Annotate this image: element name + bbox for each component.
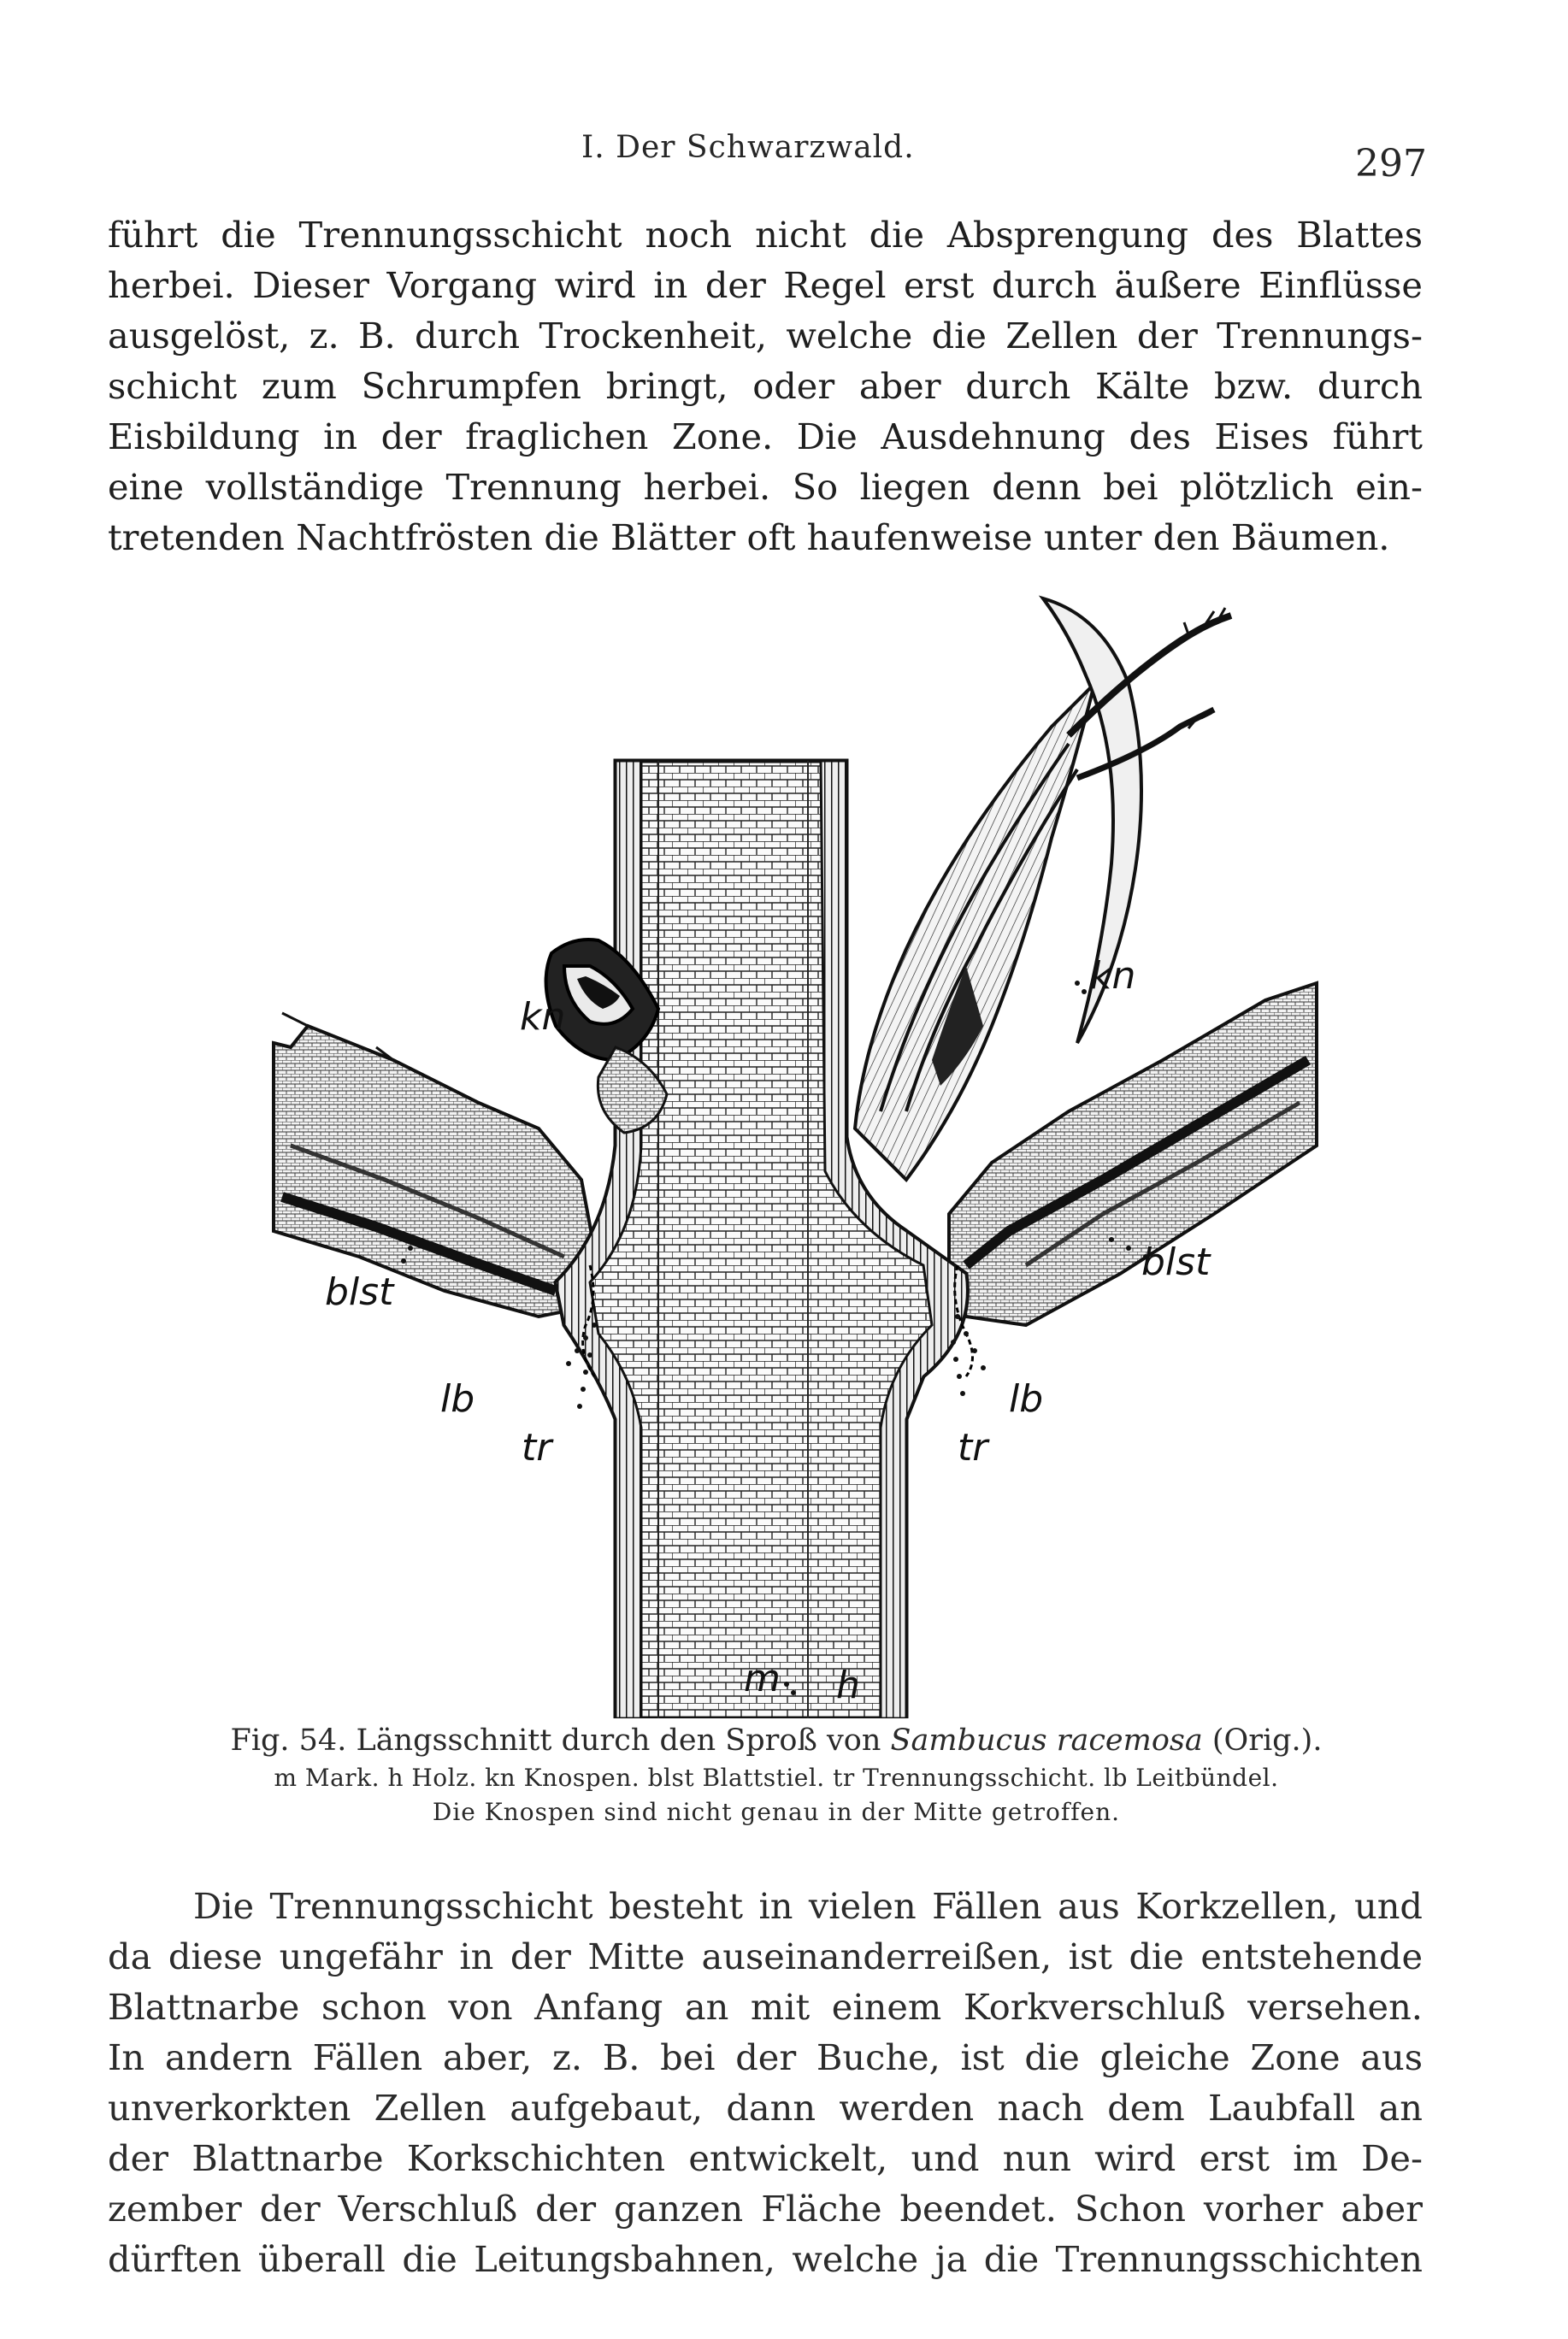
text-line: Die Trennungsschicht besteht in vielen Fällen aus Korkzellen, und: [193, 1885, 1423, 1927]
text-line: da diese ungefähr in der Mitte auseinanderreißen, ist die entstehende: [108, 1935, 1423, 1977]
label-lb-right: lb: [1009, 1377, 1044, 1421]
label-tr-left: tr: [522, 1426, 552, 1470]
caption-line-2: m Mark. h Holz. kn Knospen. blst Blattstiel. tr Trennungsschicht. lb Leitbündel.: [274, 1764, 1279, 1792]
running-title: I. Der Schwarzwald.: [581, 130, 915, 165]
text-line: schicht zum Schrumpfen bringt, oder aber durch Kälte bzw. durch: [108, 365, 1423, 407]
label-m: m: [744, 1657, 781, 1700]
text-line: herbei. Dieser Vorgang wird in der Regel erst durch äußere Einflüsse: [108, 264, 1423, 306]
left-petiole: [274, 1013, 594, 1317]
text-line: zember der Verschluß der ganzen Fläche beendet. Schon vorher aber: [108, 2188, 1423, 2230]
caption-line-3: Die Knospen sind nicht genau in der Mitte getroffen.: [432, 1798, 1121, 1826]
label-h: h: [836, 1664, 860, 1707]
label-blst-left: blst: [325, 1270, 394, 1314]
text-line: Eisbildung in der fraglichen Zone. Die Ausdehnung des Eises führt: [108, 415, 1423, 457]
text-line: In andern Fällen aber, z. B. bei der Buche, ist die gleiche Zone aus: [108, 2036, 1423, 2078]
bottom-paragraph: [108, 1881, 1423, 2284]
label-lb-left: lb: [440, 1377, 475, 1421]
page-number: 297: [1355, 142, 1427, 186]
label-tr-right: tr: [958, 1426, 988, 1470]
label-kn-right: kn: [1090, 954, 1136, 998]
main-stem: [556, 761, 967, 1718]
text-line: unverkorkten Zellen aufgebaut, dann werden nach dem Laubfall an: [108, 2087, 1423, 2129]
text-line: dürften überall die Leitungsbahnen, welche ja die Trennungsschichten: [108, 2238, 1423, 2280]
caption-species: Sambucus racemosa: [890, 1723, 1203, 1758]
longitudinal-section-illustration: [256, 581, 1368, 1718]
text-line: Blattnarbe schon von Anfang an mit einem Korkverschluß versehen.: [108, 1986, 1423, 2028]
top-paragraph: [108, 209, 1423, 563]
label-blst-right: blst: [1141, 1240, 1211, 1284]
botanical-figure: [256, 581, 1368, 1718]
text-line: eine vollständige Trennung herbei. So liegen denn bei plötzlich ein-: [108, 466, 1423, 508]
caption-line-1: [152, 1720, 1400, 1761]
text-line: der Blattnarbe Korkschichten entwickelt, und nun wird erst im De-: [108, 2137, 1423, 2179]
right-petiole: [949, 983, 1317, 1325]
figure-caption: [152, 1720, 1400, 1829]
label-kn-left: kn: [520, 995, 566, 1039]
text-line: tretenden Nachtfrösten die Blätter oft haufenweise unter den Bäumen.: [108, 516, 1390, 558]
caption-prefix: Fig. 54. Längsschnitt durch den Sproß von: [230, 1723, 881, 1758]
text-line: ausgelöst, z. B. durch Trockenheit, welche die Zellen der Trennungs-: [108, 315, 1423, 356]
text-line: führt die Trennungsschicht noch nicht die Absprengung des Blattes: [108, 214, 1423, 256]
caption-suffix: (Orig.).: [1211, 1723, 1323, 1758]
